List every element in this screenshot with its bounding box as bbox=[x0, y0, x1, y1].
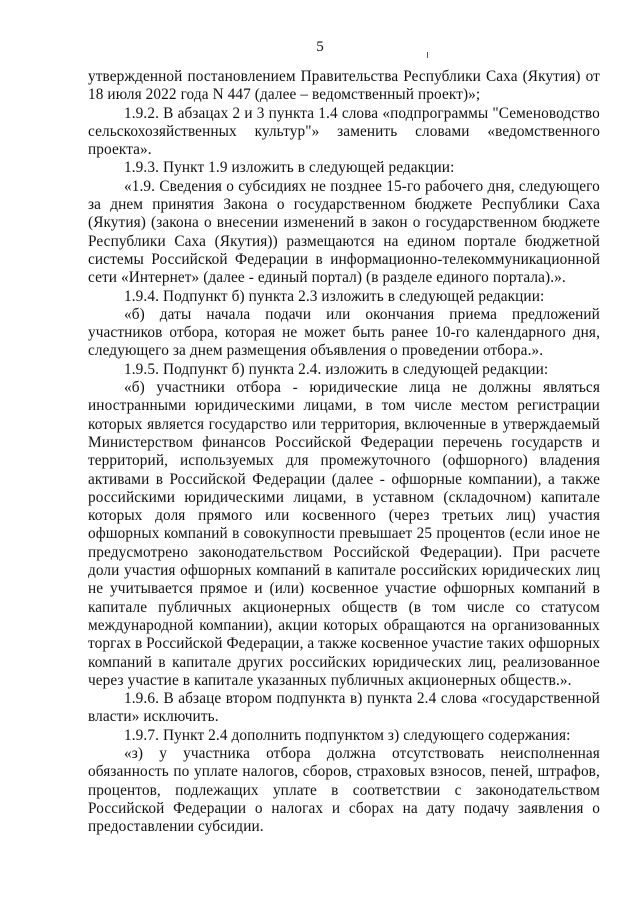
text-line: сельскохозяйственных культур"» заменить словами «ведомственного bbox=[88, 122, 600, 140]
text-line: иностранными юридическими лицами, в том числе местом регистрации bbox=[88, 397, 600, 415]
text-line: 18 июля 2022 года N 447 (далее – ведомственный проект)»; bbox=[88, 86, 481, 104]
text-line: «з) у участника отбора должна отсутствовать неисполненная bbox=[124, 744, 600, 762]
text-line: сети «Интернет» (далее - единый портал) (в разделе единого портала).». bbox=[88, 269, 566, 287]
document-body bbox=[88, 68, 600, 836]
text-line: предусмотрено законодательством Российской Федерации). При расчете bbox=[88, 543, 600, 561]
text-line: торгах в Российской Федерации, а также косвенное участие таких офшорных bbox=[88, 635, 600, 653]
scan-speck bbox=[427, 52, 428, 58]
text-line: Министерством финансов Российской Федерации перечень государств и bbox=[88, 433, 600, 451]
text-line: офшорных компаний в совокупности превышает 25 процентов (если иное не bbox=[88, 525, 600, 543]
text-line: доли участия офшорных компаний в капитале российских юридических лиц bbox=[88, 562, 600, 580]
text-line: российскими юридическими лицами, в уставном (складочном) капитале bbox=[88, 488, 600, 506]
text-line: активами в Российской Федерации (далее - офшорные компании), а также bbox=[88, 470, 600, 488]
text-line: капитале публичных акционерных обществ (в том числе со статусом bbox=[88, 598, 600, 616]
text-line: (Якутия) (закона о внесении изменений в закон о государственном бюджете bbox=[88, 214, 600, 232]
text-line: территорий, используемых для промежуточного (офшорного) владения bbox=[88, 452, 600, 470]
text-line: Российской Федерации о налогах и сборах на дату подачу заявления о bbox=[88, 799, 600, 817]
text-line: проекта». bbox=[88, 141, 152, 159]
text-line: следующего за днем размещения объявления о проведении отбора.». bbox=[88, 342, 544, 360]
text-line: Республики Саха (Якутия)) размещаются на едином портале бюджетной bbox=[88, 232, 600, 250]
text-line: которых является государство или территория, включенные в утверждаемый bbox=[88, 415, 600, 433]
text-line: 1.9.4. Подпункт б) пункта 2.3 изложить в следующей редакции: bbox=[124, 287, 545, 305]
text-line: участников отбора, которая не может быть ранее 10-го календарного дня, bbox=[88, 324, 600, 342]
text-line: 1.9.5. Подпункт б) пункта 2.4. изложить в следующей редакции: bbox=[124, 360, 549, 378]
text-line: компаний в капитале других российских юридических лиц, реализованное bbox=[88, 653, 600, 671]
text-line: «1.9. Сведения о субсидиях не позднее 15-го рабочего дня, следующего bbox=[124, 177, 600, 195]
page-number: 5 bbox=[316, 39, 324, 55]
text-line: власти» исключить. bbox=[88, 708, 219, 726]
text-line: процентов, подлежащих уплате в соответствии с законодательством bbox=[88, 781, 600, 799]
text-line: 1.9.6. В абзаце втором подпункта в) пункта 2.4 слова «государственной bbox=[124, 690, 600, 708]
text-line: «б) даты начала подачи или окончания приема предложений bbox=[124, 305, 600, 323]
text-line: 1.9.7. Пункт 2.4 дополнить подпунктом з) следующего содержания: bbox=[124, 726, 571, 744]
text-line: системы Российской Федерации в информационно-телекоммуникационной bbox=[88, 250, 600, 268]
text-line: обязанность по уплате налогов, сборов, страховых взносов, пеней, штрафов, bbox=[88, 763, 600, 781]
text-line: утвержденной постановлением Правительства Республики Саха (Якутия) от bbox=[88, 68, 600, 85]
text-line: за днем принятия Закона о государственном бюджете Республики Саха bbox=[88, 196, 600, 214]
text-line: 1.9.3. Пункт 1.9 изложить в следующей редакции: bbox=[124, 159, 455, 177]
text-line: не учитывается прямое и (или) косвенное участие офшорных компаний в bbox=[88, 580, 600, 598]
text-line: предоставлении субсидии. bbox=[88, 818, 264, 836]
text-line: международной компании), акции которых обращаются на организованных bbox=[88, 616, 600, 634]
text-line: через участие в капитале указанных публичных акционерных обществ.». bbox=[88, 671, 572, 689]
text-line: которых доля прямого или косвенного (через третьих лиц) участия bbox=[88, 507, 600, 525]
text-line: 1.9.2. В абзацах 2 и 3 пункта 1.4 слова «подпрограммы "Семеноводство bbox=[124, 104, 600, 122]
text-line: «б) участники отбора - юридические лица не должны являться bbox=[124, 379, 600, 397]
